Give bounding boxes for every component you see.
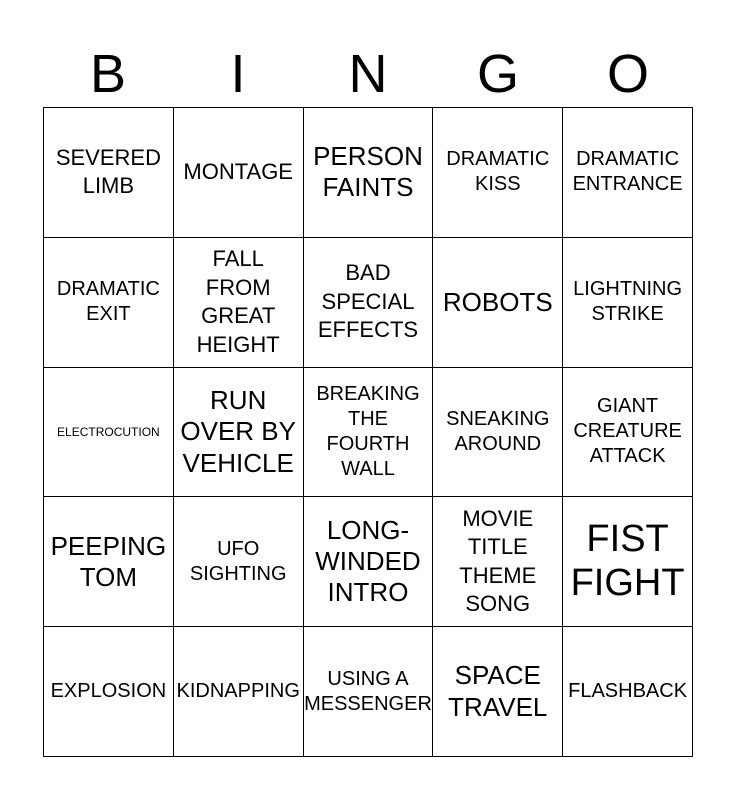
bingo-cell: LIGHTNING STRIKE <box>563 238 693 368</box>
bingo-cell: DRAMATIC KISS <box>433 108 563 238</box>
bingo-cell: KIDNAPPING <box>174 627 304 757</box>
bingo-cell: SEVERED LIMB <box>44 108 174 238</box>
bingo-cell: BAD SPECIAL EFFECTS <box>304 238 434 368</box>
header-letter-g: G <box>476 44 519 104</box>
bingo-cell: ROBOTS <box>433 238 563 368</box>
bingo-cell: ELECTROCUTION <box>44 368 174 498</box>
header-letter-i: I <box>230 44 246 104</box>
bingo-cell: BREAKING THE FOURTH WALL <box>304 368 434 498</box>
bingo-cell: RUN OVER BY VEHICLE <box>174 368 304 498</box>
bingo-cell: FIST FIGHT <box>563 497 693 627</box>
bingo-cell: GIANT CREATURE ATTACK <box>563 368 693 498</box>
bingo-cell: FALL FROM GREAT HEIGHT <box>174 238 304 368</box>
header-letter-n: N <box>348 44 388 104</box>
bingo-cell: UFO SIGHTING <box>174 497 304 627</box>
bingo-cell: PERSON FAINTS <box>304 108 434 238</box>
bingo-cell: USING A MESSENGER <box>304 627 434 757</box>
bingo-cell: MONTAGE <box>174 108 304 238</box>
bingo-cell: LONG- WINDED INTRO <box>304 497 434 627</box>
bingo-cell: EXPLOSION <box>44 627 174 757</box>
header-letter-o: O <box>606 44 649 104</box>
bingo-header <box>43 40 693 108</box>
bingo-cell: MOVIE TITLE THEME SONG <box>433 497 563 627</box>
bingo-cell: DRAMATIC ENTRANCE <box>563 108 693 238</box>
bingo-cell: SPACE TRAVEL <box>433 627 563 757</box>
bingo-cell: SNEAKING AROUND <box>433 368 563 498</box>
bingo-card-grid <box>43 107 693 757</box>
bingo-cell: DRAMATIC EXIT <box>44 238 174 368</box>
bingo-cell: PEEPING TOM <box>44 497 174 627</box>
bingo-cell: FLASHBACK <box>563 627 693 757</box>
header-letter-b: B <box>89 44 127 104</box>
